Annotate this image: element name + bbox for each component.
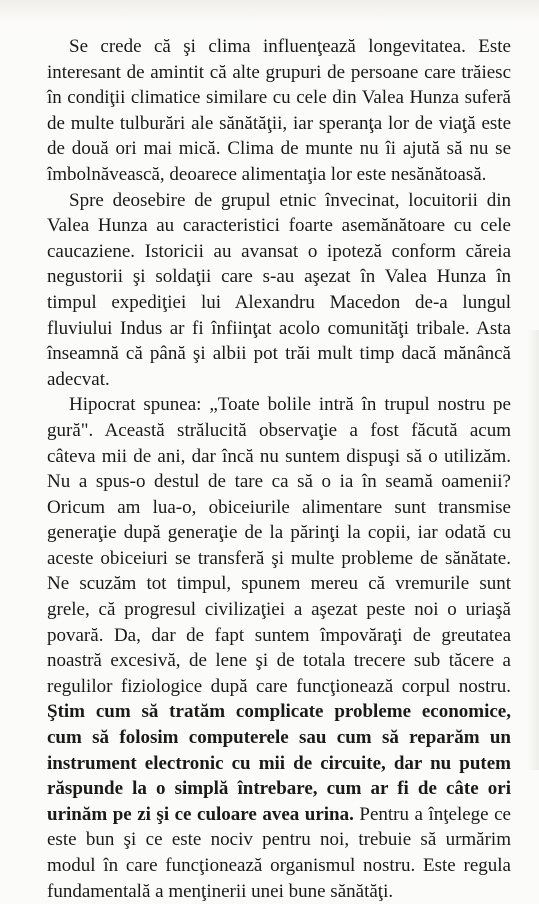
bold-emphasis-text: Ştim cum să tratăm complicate probleme economice, cum să folosim computerele sau cum să reparăm un instrument electronic cu mii de circuite, dar nu putem răspunde la o simplă întrebare, cum ar fi de câte ori urinăm pe zi şi ce culoare avea urina.	[47, 701, 511, 825]
paragraph-hunza-caucasian: Spre deosebire de grupul etnic învecinat, locuitorii din Valea Hunza au caracteristici foarte asemănătoare cu cele caucaziene. Istoricii au avansat o ipoteză conform căreia negustorii şi soldaţii care s-au aşezat în Valea Hunza în timpul expediţiei lui Alexandru Macedon de-a lungul fluviului Indus ar fi înfiinţat acolo comunităţi tribale. Asta înseamnă că până şi albii pot trăi mult timp dacă mănâncă adecvat.	[47, 189, 511, 390]
page-edge-right	[527, 330, 539, 770]
hippocrates-text-start: Hipocrat spunea: „Toate bolile intră în trupul nostru pe gură". Această strălucită observaţie a fost făcută acum câteva mii de ani, dar încă nu suntem dispuşi să o utilizăm. Nu a spus-o destul de tare ca să o ia în seamă oamenii? Oricum am lua-o, obiceiurile alimentare sunt transmise generaţie după generaţie de la părinţi la copii, iar odată cu aceste obiceiuri se transferă şi multe probleme de sănătate. Ne scuzăm tot timpul, spunem mereu că vremurile sunt grele, că progresul civilizaţiei a aşezat peste noi o uriaşă povară. Da, dar de fapt suntem împovăraţi de greutatea noastră excesivă, de lene şi de totala trecere sub tăcere a regulilor fiziologice după care funcţionează corpul nostru.	[47, 394, 511, 697]
paragraph-climate-longevity: Se crede că şi clima influenţează longevitatea. Este interesant de amintit că alte grupuri de persoane care trăiesc în condiţii climatice similare cu cele din Valea Hunza suferă de multe tulburări ale sănătăţii, iar speranţa lor de viaţă este de două ori mai mică. Clima de munte nu îi ajută să nu se îmbolnăvească, deoarece alimentaţia lor este nesănătoasă.	[47, 36, 511, 185]
book-page-body	[47, 34, 511, 904]
paragraph-hippocrates	[47, 392, 511, 904]
page-edge-shadow	[0, 0, 539, 24]
hippocrates-text-end: Pentru a înţelege ce este bun şi ce este nociv pentru noi, trebuie să urmărim modul în care funcţionează organismul nostru. Este regula fundamentală a menţinerii unei bune sănătăţi.	[47, 803, 511, 902]
